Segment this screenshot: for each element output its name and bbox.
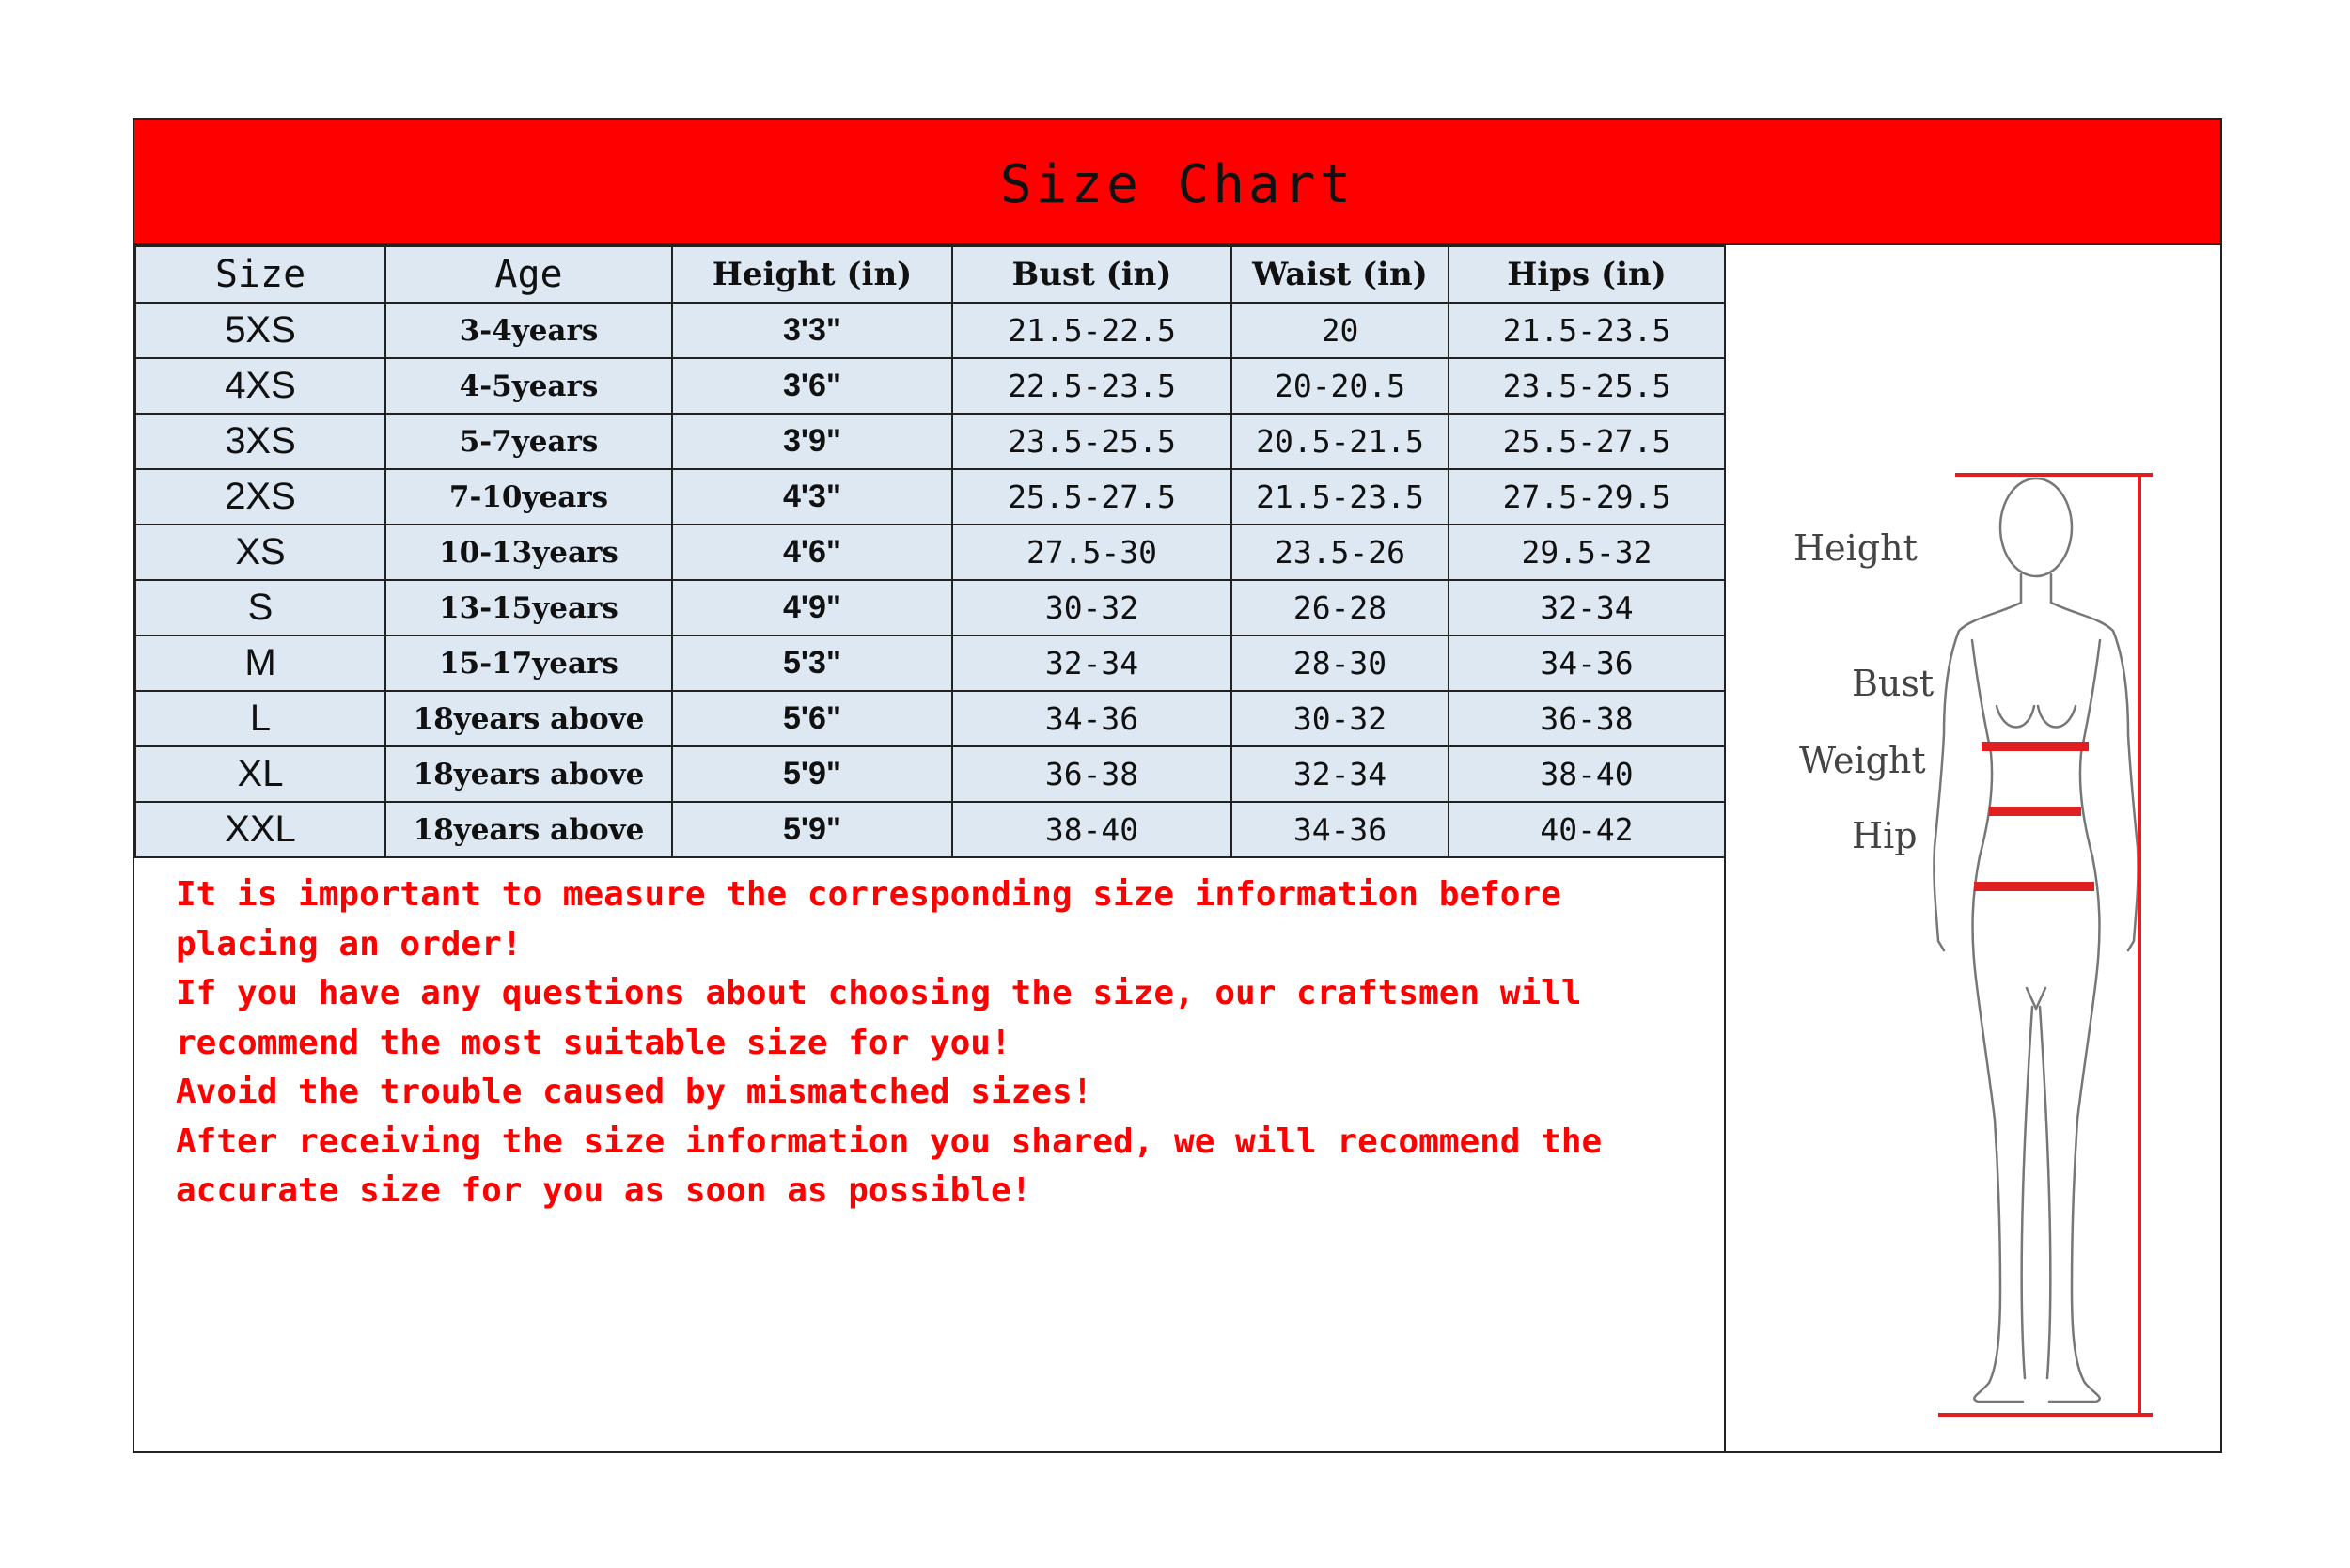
- cell-bust: 25.5-27.5: [952, 469, 1231, 525]
- label-hip: Hip: [1852, 815, 1918, 856]
- size-rows: [135, 303, 1725, 857]
- table-row: [135, 358, 1725, 414]
- cell-age: 4-5years: [385, 358, 672, 414]
- figure-neck: [2021, 574, 2051, 603]
- height-marker: [1938, 475, 2153, 1415]
- cell-bust: 36-38: [952, 746, 1231, 802]
- column-header-hips: Hips (in): [1449, 246, 1725, 303]
- cell-bust: 23.5-25.5: [952, 414, 1231, 469]
- notes: [176, 870, 1717, 1216]
- cell-age: 10-13years: [385, 525, 672, 580]
- column-header-size: Size: [135, 246, 385, 303]
- figure-head: [2000, 478, 2072, 576]
- cell-height: 5'6": [672, 691, 952, 746]
- cell-height: 3'9": [672, 414, 952, 469]
- cell-height: 3'3": [672, 303, 952, 358]
- cell-waist: 23.5-26: [1231, 525, 1449, 580]
- label-weight: Weight: [1799, 740, 1926, 781]
- cell-hips: 36-38: [1449, 691, 1725, 746]
- cell-age: 5-7years: [385, 414, 672, 469]
- cell-height: 5'9": [672, 802, 952, 857]
- cell-age: 18years above: [385, 691, 672, 746]
- cell-hips: 38-40: [1449, 746, 1725, 802]
- cell-waist: 30-32: [1231, 691, 1449, 746]
- cell-waist: 21.5-23.5: [1231, 469, 1449, 525]
- table-row: [135, 303, 1725, 358]
- note-1: It is important to measure the corresponding size information before placing an order!: [176, 875, 1561, 964]
- table-row: [135, 746, 1725, 802]
- cell-size: S: [135, 580, 385, 635]
- cell-age: 18years above: [385, 746, 672, 802]
- cell-bust: 22.5-23.5: [952, 358, 1231, 414]
- cell-size: XL: [135, 746, 385, 802]
- column-header-age: Age: [385, 246, 672, 303]
- cell-hips: 27.5-29.5: [1449, 469, 1725, 525]
- table-row: [135, 525, 1725, 580]
- label-bust: Bust: [1852, 663, 1935, 704]
- cell-waist: 34-36: [1231, 802, 1449, 857]
- column-header-height: Height (in): [672, 246, 952, 303]
- cell-hips: 29.5-32: [1449, 525, 1725, 580]
- cell-age: 7-10years: [385, 469, 672, 525]
- chart-title: Size Chart: [999, 154, 1355, 215]
- cell-size: XXL: [135, 802, 385, 857]
- figure-left-arm: [1934, 603, 2021, 950]
- cell-waist: 20.5-21.5: [1231, 414, 1449, 469]
- table-row: [135, 802, 1725, 857]
- cell-hips: 21.5-23.5: [1449, 303, 1725, 358]
- cell-bust: 38-40: [952, 802, 1231, 857]
- cell-bust: 32-34: [952, 635, 1231, 691]
- table-row: [135, 414, 1725, 469]
- label-height: Height: [1794, 527, 1918, 569]
- table-row: [135, 635, 1725, 691]
- cell-height: 3'6": [672, 358, 952, 414]
- table-row: [135, 691, 1725, 746]
- cell-hips: 23.5-25.5: [1449, 358, 1725, 414]
- cell-waist: 32-34: [1231, 746, 1449, 802]
- measurement-figure-panel: [1726, 245, 2220, 1451]
- title-bar: [134, 120, 2220, 245]
- cell-height: 5'3": [672, 635, 952, 691]
- table-row: [135, 469, 1725, 525]
- cell-size: 5XS: [135, 303, 385, 358]
- cell-waist: 20: [1231, 303, 1449, 358]
- cell-size: 4XS: [135, 358, 385, 414]
- cell-hips: 40-42: [1449, 802, 1725, 857]
- cell-age: 3-4years: [385, 303, 672, 358]
- cell-hips: 25.5-27.5: [1449, 414, 1725, 469]
- note-3: Avoid the trouble caused by mismatched sizes!: [176, 1073, 1093, 1111]
- figure-right-body-outline: [2072, 640, 2100, 1383]
- cell-age: 18years above: [385, 802, 672, 857]
- cell-height: 5'9": [672, 746, 952, 802]
- cell-waist: 26-28: [1231, 580, 1449, 635]
- cell-size: L: [135, 691, 385, 746]
- figure-chest: [1997, 706, 2076, 728]
- cell-hips: 32-34: [1449, 580, 1725, 635]
- figure-feet: [1974, 1383, 2100, 1402]
- body-figure-illustration: [1726, 245, 2220, 1451]
- size-table: [134, 245, 1726, 858]
- cell-bust: 34-36: [952, 691, 1231, 746]
- cell-size: XS: [135, 525, 385, 580]
- table-row: [135, 580, 1725, 635]
- cell-size: 3XS: [135, 414, 385, 469]
- cell-bust: 30-32: [952, 580, 1231, 635]
- figure-inner-legs: [2022, 988, 2051, 1378]
- cell-age: 15-17years: [385, 635, 672, 691]
- figure-left-body-outline: [1972, 640, 2000, 1383]
- cell-waist: 28-30: [1231, 635, 1449, 691]
- cell-height: 4'9": [672, 580, 952, 635]
- cell-hips: 34-36: [1449, 635, 1725, 691]
- cell-size: M: [135, 635, 385, 691]
- header-row: [135, 246, 1725, 303]
- figure-right-arm: [2051, 603, 2138, 950]
- cell-bust: 27.5-30: [952, 525, 1231, 580]
- cell-size: 2XS: [135, 469, 385, 525]
- cell-height: 4'3": [672, 469, 952, 525]
- cell-bust: 21.5-22.5: [952, 303, 1231, 358]
- column-header-bust: Bust (in): [952, 246, 1231, 303]
- column-header-waist: Waist (in): [1231, 246, 1449, 303]
- size-chart: [133, 118, 2222, 1453]
- note-2: If you have any questions about choosing the size, our craftsmen will recommend the most suitable size for you!: [176, 974, 1582, 1062]
- cell-height: 4'6": [672, 525, 952, 580]
- cell-age: 13-15years: [385, 580, 672, 635]
- note-4: After receiving the size information you shared, we will recommend the accurate size for you as soon as possible!: [176, 1121, 1603, 1210]
- cell-waist: 20-20.5: [1231, 358, 1449, 414]
